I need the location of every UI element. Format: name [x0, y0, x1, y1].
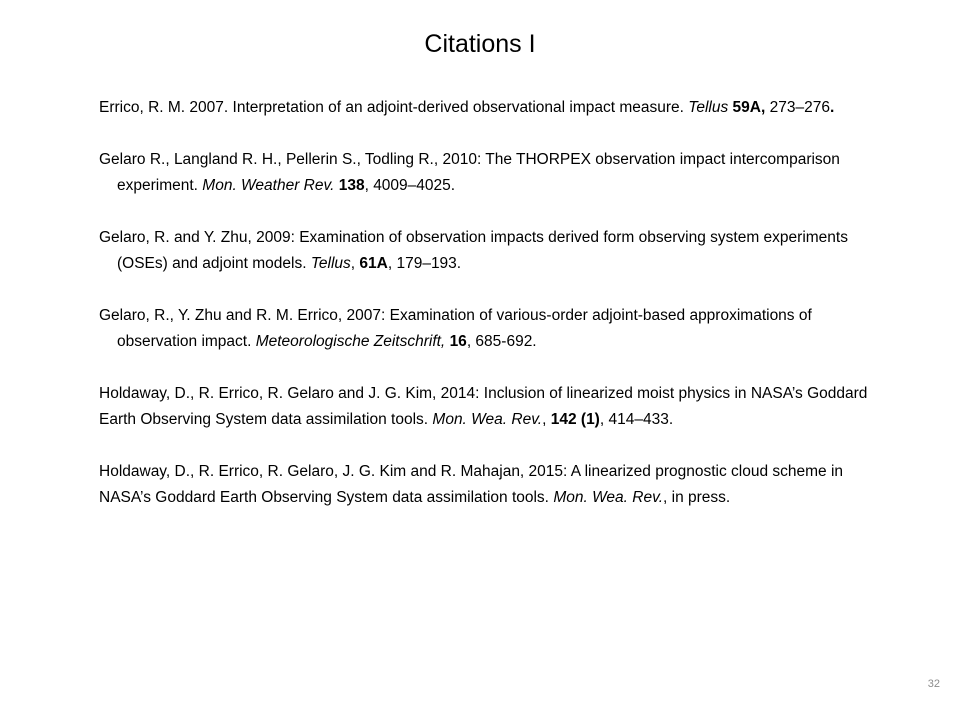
citation-text: Gelaro, R. and Y. Zhu, 2009: Examination of observation impacts derived form observing system experiments (OSEs) and adjoint models.	[99, 229, 848, 272]
citation-volume: 61A	[359, 255, 388, 272]
citation-pages: , 414–433.	[599, 411, 674, 428]
citation-volume: 59A,	[732, 99, 766, 116]
citation-status: , in press.	[663, 489, 731, 506]
citation-text: Errico, R. M. 2007. Interpretation of an adjoint-derived observational impact measure.	[99, 99, 689, 116]
citation-volume: 142 (1)	[550, 411, 600, 428]
citation-pages: 273–276	[765, 99, 830, 116]
citation-journal: Tellus	[688, 99, 729, 116]
citation-item	[99, 147, 869, 199]
citation-item	[99, 303, 869, 355]
citation-volume: 138	[338, 177, 365, 194]
slide-title: Citations I	[424, 30, 536, 58]
citation-list	[99, 95, 869, 537]
citation-text: Holdaway, D., R. Errico, R. Gelaro and J. G. Kim, 2014: Inclusion of linearized moist physics in NASA’s Goddard Earth Observing System data assimilation tools.	[99, 385, 868, 428]
citation-pages: , 179–193.	[387, 255, 462, 272]
citation-journal: Mon. Wea. Rev.	[553, 489, 664, 506]
citation-item	[99, 459, 869, 511]
citation-text: Gelaro R., Langland R. H., Pellerin S., Todling R., 2010: The THORPEX observation impact intercomparison experiment.	[99, 151, 840, 194]
citation-journal: Mon. Weather Rev.	[202, 177, 335, 194]
citation-pages: , 685-692.	[466, 333, 537, 350]
citation-journal: Meteorologische Zeitschrift,	[255, 333, 446, 350]
citation-separator: ,	[350, 255, 360, 272]
citation-period: .	[829, 99, 835, 116]
citation-journal: Tellus	[310, 255, 351, 272]
citation-item	[99, 225, 869, 277]
citation-pages: , 4009–4025.	[364, 177, 456, 194]
citation-text: Holdaway, D., R. Errico, R. Gelaro, J. G. Kim and R. Mahajan, 2015: A linearized prognostic cloud scheme in NASA’s Goddard Earth Observing System data assimilation tools.	[99, 463, 844, 506]
citation-journal: Mon. Wea. Rev.	[432, 411, 543, 428]
citation-separator: ,	[542, 411, 551, 428]
citation-item	[99, 95, 869, 121]
citation-text: Gelaro, R., Y. Zhu and R. M. Errico, 2007: Examination of various-order adjoint-based approximations of observation impact.	[99, 307, 812, 350]
citation-item	[99, 381, 869, 433]
citation-volume: 16	[449, 333, 467, 350]
slide-number: 32	[927, 678, 940, 690]
